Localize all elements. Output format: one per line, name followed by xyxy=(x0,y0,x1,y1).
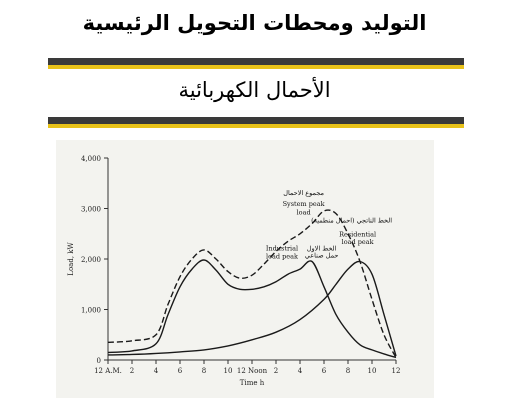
chart-annotation: load xyxy=(296,208,311,217)
chart-annotation: الخط الناتجي (احمال منطمية) xyxy=(311,216,393,225)
x-tick-label: 4 xyxy=(297,367,303,375)
chart-annotation: Industrial xyxy=(265,244,299,253)
chart-annotation: الخط الاول xyxy=(306,244,337,253)
y-tick-label: 1,000 xyxy=(80,306,101,315)
chart-annotation: System peak xyxy=(282,199,325,208)
chart-annotations xyxy=(266,189,392,261)
y-tick-label: 2,000 xyxy=(80,256,101,264)
x-tick-label: 6 xyxy=(177,367,183,375)
load-curve-chart xyxy=(56,140,434,398)
y-axis-label: Load, kW xyxy=(67,242,75,276)
x-tick-label: 2 xyxy=(129,367,135,375)
chart-annotation: مجموع الاحمال xyxy=(283,188,324,197)
x-tick-label: 4 xyxy=(153,367,159,375)
chart-axes xyxy=(108,158,396,360)
chart-annotation: load peak xyxy=(266,252,298,261)
x-axis-label: Time h xyxy=(239,379,265,387)
x-tick-label: 12 xyxy=(391,367,401,375)
x-tick-label: 12 Noon xyxy=(236,367,268,375)
x-tick-label: 6 xyxy=(321,367,327,375)
x-tick-label: 8 xyxy=(345,367,351,375)
title-rule-top xyxy=(48,58,464,69)
x-tick-label: 10 xyxy=(223,367,233,375)
y-tick-label: 4,000 xyxy=(80,155,101,163)
x-tick-label: 10 xyxy=(367,367,377,375)
title-rule-bottom xyxy=(48,117,464,128)
y-tick-label: 0 xyxy=(96,357,101,365)
x-tick-label: 2 xyxy=(273,367,279,375)
y-tick-label: 3,000 xyxy=(80,205,101,214)
x-tick-label: 12 A.M. xyxy=(94,367,122,375)
chart-annotation: load peak xyxy=(341,237,374,246)
chart-annotation: Residential xyxy=(339,230,377,239)
chart-annotation: حمل صناعي xyxy=(304,251,339,260)
x-tick-label: 8 xyxy=(201,367,207,375)
chart-figure xyxy=(56,140,434,398)
page-title: التوليد ومحطات التحويل الرئيسية xyxy=(82,11,427,35)
page-subtitle: الأحمال الكهربائية xyxy=(178,78,331,102)
